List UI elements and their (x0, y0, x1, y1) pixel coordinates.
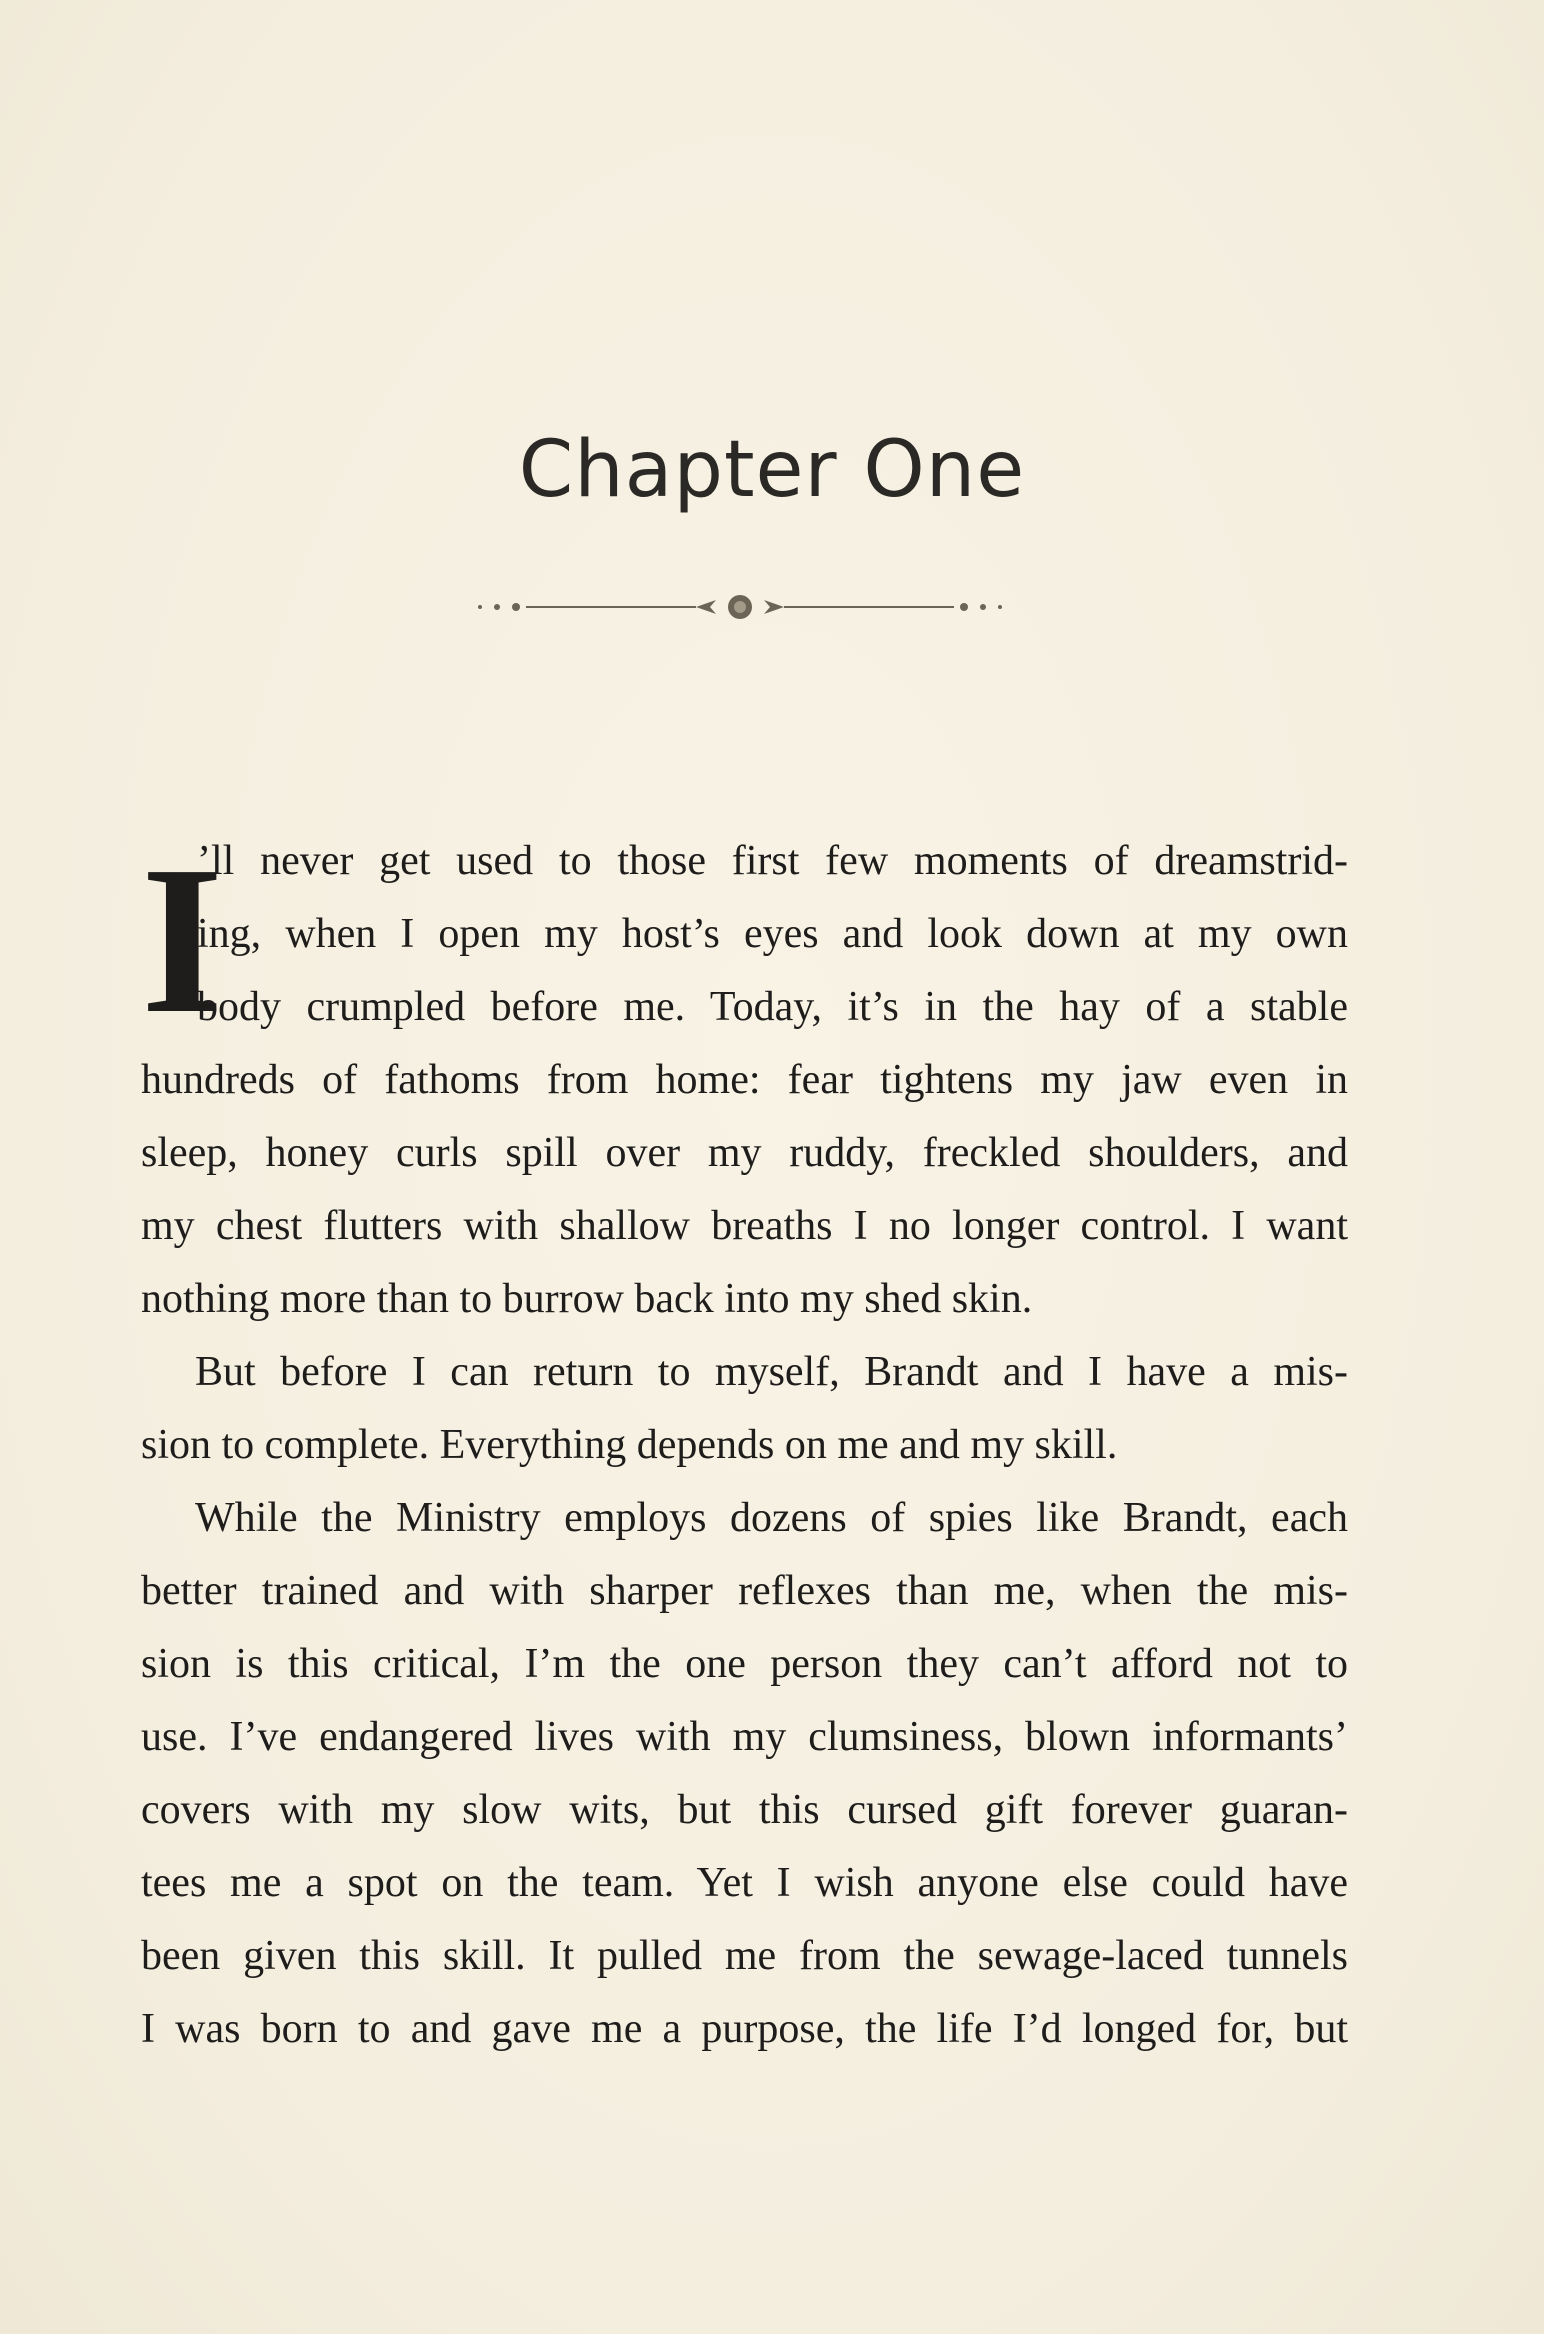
text-line: nothing more than to burrow back into my shed skin. (141, 1276, 1033, 1322)
text-line: covers with my slow wits, but this cursed gift forever guaran- (141, 1787, 1348, 1833)
chapter-body-text (141, 822, 1348, 2066)
paragraph-2 (141, 1336, 1348, 1482)
text-line: sion is this critical, I’m the one person they can’t afford not to (141, 1641, 1348, 1687)
text-line: While the Ministry employs dozens of spies like Brandt, each (195, 1495, 1348, 1541)
text-line: ’ll never get used to those first few moments of dreamstrid- (197, 838, 1348, 884)
text-line: I was born to and gave me a purpose, the life I’d longed for, but (141, 2006, 1348, 2052)
text-line: use. I’ve endangered lives with my clumsiness, blown informants’ (141, 1714, 1348, 1760)
text-line: my chest flutters with shallow breaths I no longer control. I want (141, 1203, 1348, 1249)
text-line: sleep, honey curls spill over my ruddy, freckled shoulders, and (141, 1130, 1348, 1176)
text-line: sion to complete. Everything depends on me and my skill. (141, 1422, 1118, 1468)
text-line: ing, when I open my host’s eyes and look down at my own (197, 911, 1348, 957)
chapter-title: Chapter One (518, 425, 1026, 515)
paragraph-1 (141, 822, 1348, 1336)
text-line: been given this skill. It pulled me from the sewage-laced tunnels (141, 1933, 1348, 1979)
text-line: tees me a spot on the team. Yet I wish anyone else could have (141, 1860, 1348, 1906)
text-line: But before I can return to myself, Brandt and I have a mis- (195, 1349, 1348, 1395)
paragraph-3 (141, 1482, 1348, 2066)
text-line: hundreds of fathoms from home: fear tightens my jaw even in (141, 1057, 1348, 1103)
drop-cap: I (141, 822, 224, 1057)
text-line: better trained and with sharper reflexes than me, when the mis- (141, 1568, 1348, 1614)
ornament-divider-icon (470, 590, 1010, 624)
text-line: body crumpled before me. Today, it’s in the hay of a stable (197, 984, 1348, 1030)
